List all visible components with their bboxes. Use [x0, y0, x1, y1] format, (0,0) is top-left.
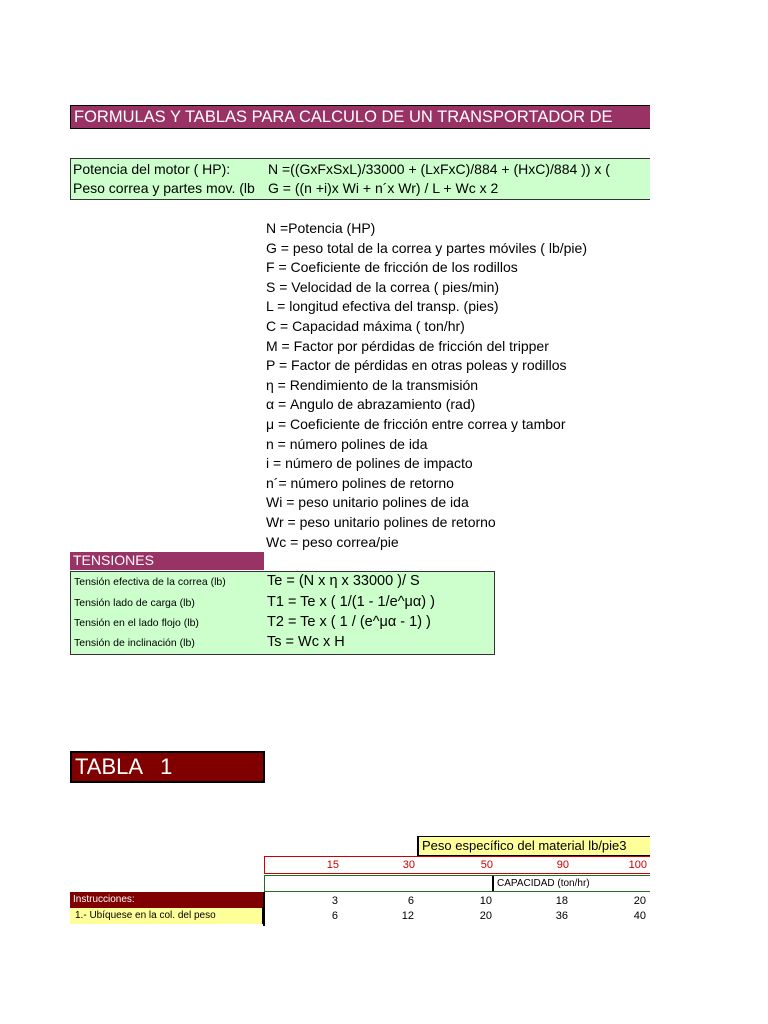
definition-item: N =Potencia (HP) [266, 220, 376, 236]
definition-item: n = número polines de ida [266, 435, 428, 452]
capacidad-cell: 10 [479, 895, 492, 907]
tensiones-header: TENSIONES [70, 552, 264, 571]
definition-item: n´= número polines de retorno [266, 474, 454, 491]
capacidad-row [264, 875, 650, 892]
capacidad-data-row [264, 908, 650, 924]
definition-item: η = Rendimiento de la transmisión [266, 376, 479, 393]
capacidad-cell: 20 [633, 895, 646, 907]
definition-item: Wc = peso correa/pie [266, 533, 399, 550]
capacidad-data-row [264, 893, 650, 909]
page-title: FORMULAS Y TABLAS PARA CALCULO DE UN TRANSPORTADOR DE [70, 105, 650, 129]
capacidad-cell: 20 [479, 910, 492, 922]
tension-formula: Ts = Wc x H [267, 634, 345, 650]
definition-item: μ = Coeficiente de fricción entre correa y tambor [266, 415, 566, 432]
capacidad-header: CAPACIDAD (ton/hr) [492, 876, 590, 891]
peso-value: 30 [402, 859, 415, 871]
formula-value: N =((GxFxSxL)/33000 + (LxFxC)/884 + (HxC)/884 )) x ( [268, 161, 610, 177]
formula-row-peso [73, 179, 650, 198]
instruccion-step-1: 1.- Ubíquese en la col. del peso [70, 908, 264, 924]
tension-row [71, 633, 494, 654]
capacidad-cell: 3 [331, 895, 338, 907]
definition-item: Wi = peso unitario polines de ida [266, 494, 469, 511]
tension-formula: T1 = Te x ( 1/(1 - 1/e^μα) ) [267, 594, 435, 610]
capacidad-cell: 6 [407, 895, 414, 907]
capacidad-cell: 18 [555, 895, 568, 907]
tension-label: Tensión lado de carga (lb) [74, 597, 195, 609]
definition-item: Wr = peso unitario polines de retorno [266, 513, 496, 530]
peso-values-row [264, 856, 650, 874]
capacidad-cell: 12 [401, 910, 414, 922]
definition-item: M = Factor por pérdidas de fricción del tripper [266, 337, 549, 354]
peso-value: 15 [326, 859, 339, 871]
tension-row [71, 572, 494, 593]
formula-label: Peso correa y partes mov. (lb [73, 180, 255, 196]
definitions-list [266, 219, 587, 552]
definition-item: α = Angulo de abrazamiento (rad) [266, 396, 476, 413]
definition-item: i = número de polines de impacto [266, 455, 473, 472]
formula-label: Potencia del motor ( HP): [73, 161, 231, 177]
capacidad-cell: 40 [633, 910, 646, 922]
definition-item: F = Coeficiente de fricción de los rodillos [266, 259, 518, 276]
peso-value: 100 [628, 859, 647, 871]
tension-row [71, 593, 494, 614]
tension-label: Tensión efectiva de la correa (lb) [74, 576, 226, 588]
definition-item: G = peso total de la correa y partes móviles ( lb/pie) [266, 239, 587, 256]
formula-value: G = ((n +i)x Wi + n´x Wr) / L + Wc x 2 [268, 180, 499, 196]
tensiones-table [70, 571, 495, 655]
peso-value: 50 [480, 859, 493, 871]
definition-item: L = longitud efectiva del transp. (pies) [266, 298, 499, 315]
capacidad-cell: 36 [555, 910, 568, 922]
instrucciones-header: Instrucciones: [70, 892, 264, 908]
formula-box [70, 158, 650, 200]
tension-row [71, 613, 494, 634]
peso-especifico-header: Peso específico del material lb/pie3 [417, 836, 650, 856]
tension-formula: Te = (N x η x 33000 )/ S [267, 573, 420, 589]
definition-item: C = Capacidad máxima ( ton/hr) [266, 317, 465, 334]
tension-label: Tensión en el lado flojo (lb) [74, 617, 199, 629]
definition-item: S = Velocidad de la correa ( pies/min) [266, 278, 500, 295]
tabla-1-title: TABLA 1 [70, 751, 265, 783]
definition-item: P = Factor de pérdidas en otras poleas y rodillos [266, 357, 567, 374]
peso-value: 90 [556, 859, 569, 871]
tension-formula: T2 = Te x ( 1 / (e^μα - 1) ) [267, 614, 431, 630]
formula-row-potencia [73, 160, 650, 179]
capacidad-cell: 6 [331, 910, 338, 922]
tension-label: Tensión de inclinación (lb) [74, 637, 195, 649]
